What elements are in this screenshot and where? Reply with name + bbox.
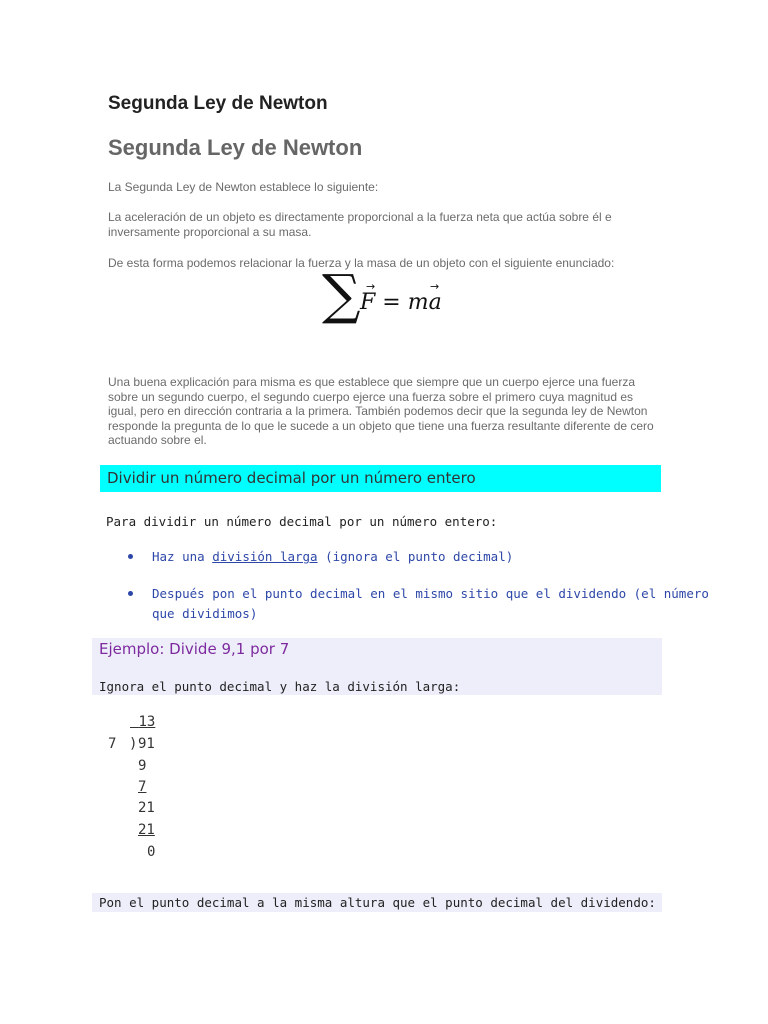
- dividend: 91: [138, 736, 155, 752]
- example-instruction: Ignora el punto decimal y haz la división larga:: [99, 679, 461, 694]
- section-banner-title: Dividir un número decimal por un número entero: [107, 469, 476, 487]
- division-step: 21: [138, 822, 155, 838]
- paragraph-definition: La aceleración de un objeto es directamente proporcional a la fuerza neta que actúa sobre él e inversamente proporcional a su masa.: [108, 210, 612, 239]
- vector-arrow-a: →: [430, 280, 440, 293]
- formula-m: m: [407, 290, 429, 315]
- bullet-text: Haz una: [152, 549, 213, 564]
- paragraph-relation: De esta forma podemos relacionar la fuerza y la masa de un objeto con el siguiente enunciado:: [108, 256, 615, 270]
- page-title: Segunda Ley de Newton: [108, 93, 328, 114]
- article-heading: Segunda Ley de Newton: [108, 135, 363, 160]
- newton-formula: [322, 263, 462, 338]
- list-item: [128, 547, 648, 567]
- list-item: [128, 584, 709, 624]
- paragraph-intro: La Segunda Ley de Newton establece lo siguiente:: [108, 180, 379, 194]
- divisor: 7: [108, 736, 117, 752]
- paragraph-explanation: Una buena explicación para misma es que establece que siempre que un cuerpo ejerce una fuerza sobre un segundo cuerpo, el segundo cuerpo ejerce una fuerza sobre el primero cuya magnitud es igual, pero en dirección contraria a la primera. También podemos decir que la segunda ley de Newton responde la pregunta de lo que le sucede a un objeto que tiene una fuerza resultante diferente de cero actuando sobre el.: [108, 375, 654, 447]
- example-box: [92, 638, 662, 695]
- section-banner: [100, 465, 661, 492]
- division-bracket: ): [129, 736, 138, 752]
- final-instruction: Pon el punto decimal a la misma altura que el punto decimal del dividendo:: [99, 895, 656, 910]
- final-instruction-box: [92, 893, 662, 912]
- long-division: [104, 714, 184, 864]
- division-step: 9: [138, 758, 147, 774]
- formula-equals: =: [375, 290, 408, 315]
- section-intro: Para dividir un número decimal por un número entero:: [106, 514, 498, 529]
- bullet-dot: [128, 554, 133, 559]
- quotient: 13: [138, 714, 156, 730]
- division-step: 7: [138, 779, 147, 795]
- bullet-text: que dividimos): [152, 606, 258, 621]
- bullet-dot: [128, 591, 133, 596]
- example-title: Ejemplo: Divide 9,1 por 7: [99, 640, 290, 658]
- remainder: 0: [147, 844, 156, 860]
- formula-f: F: [360, 290, 376, 315]
- sigma-symbol: ∑: [322, 263, 361, 326]
- division-step: 21: [138, 800, 155, 816]
- vector-arrow-f: →: [366, 280, 376, 293]
- bullet-text: Después pon el punto decimal en el mismo sitio que el dividendo (el número: [152, 586, 709, 601]
- bullet-text: (ignora el punto decimal): [317, 549, 514, 564]
- long-division-link[interactable]: división larga: [212, 549, 318, 564]
- formula-a: a: [428, 290, 442, 315]
- formula-expression: [360, 290, 442, 315]
